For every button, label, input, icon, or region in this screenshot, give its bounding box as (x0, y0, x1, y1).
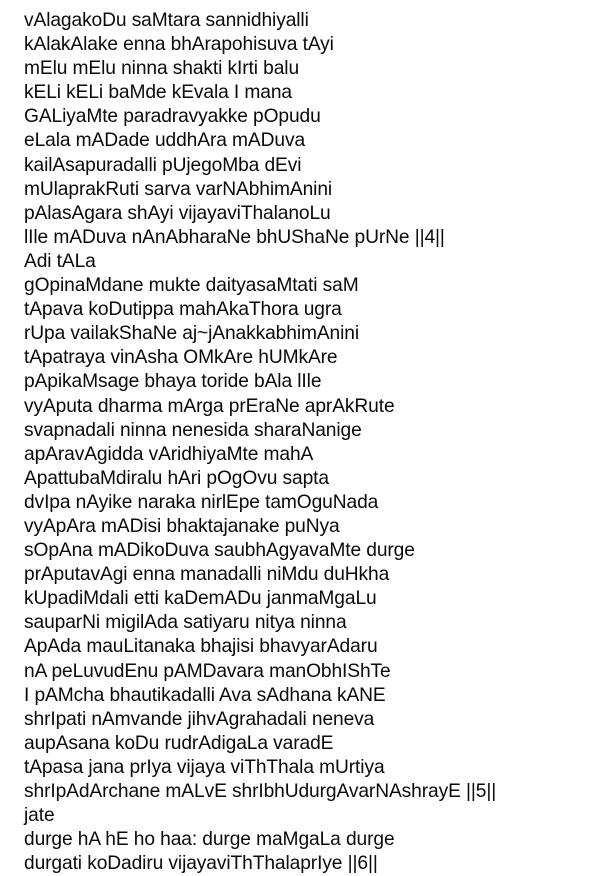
text-line: kailAsapuradalli pUjegoMba dEvi (24, 154, 302, 176)
text-line: gOpinaMdane mukte daityasaMtati saM (24, 275, 359, 297)
text-line: pAlasAgara shAyi vijayaviThalanoLu (24, 202, 331, 224)
text-line: vAlagakoDu saMtara sannidhiyalli (24, 10, 309, 31)
text-line: apAravAgidda vAridhiyaMte mahA (24, 443, 314, 465)
lyrics-document (24, 9, 600, 876)
text-line: mElu mElu ninna shakti kIrti balu (24, 58, 300, 80)
text-line: eLala mADade uddhAra mADuva (24, 130, 306, 152)
text-line: prAputavAgi enna manadalli niMdu duHkha (24, 564, 390, 586)
text-line: I pAMcha bhautikadalli Ava sAdhana kANE (24, 684, 386, 706)
text-line: sauparNi migilAda satiyaru nitya ninna (24, 612, 347, 634)
text-line: GALiyaMte paradravyakke pOpudu (24, 106, 321, 128)
text-line: kUpadiMdali etti kaDemADu janmaMgaLu (24, 588, 377, 610)
text-line: shrIpAdArchane mALvE shrIbhUdurgAvarNAshrayE ||5|| (24, 781, 497, 802)
text-line: mUlaprakRuti sarva varNAbhimAnini (24, 178, 333, 200)
section-heading: Adi tALa (24, 250, 96, 272)
text-line: pApikaMsage bhaya toride bAla lIle (24, 371, 322, 393)
text-line: vyAputa dharma mArga prEraNe aprAkRute (24, 395, 395, 417)
text-line: tApatraya vinAsha OMkAre hUMkAre (24, 347, 338, 369)
text-line: durgati koDadiru vijayaviThThalaprIye ||6|| (24, 853, 378, 875)
text-line: shrIpati nAmvande jihvAgrahadali neneva (24, 708, 375, 730)
text-line: rUpa vailakShaNe aj~jAnakkabhimAnini (24, 323, 360, 345)
text-line: kELi kELi baMde kEvala I mana (24, 82, 292, 104)
text-line: dvIpa nAyike naraka nirlEpe tamOguNada (24, 491, 379, 513)
text-line: nA peLuvudEnu pAMDavara manObhIShTe (24, 660, 391, 682)
text-line: aupAsana koDu rudrAdigaLa varadE (24, 732, 334, 754)
text-line: tApasa jana prIya vijaya viThThala mUrtiya (24, 756, 385, 778)
text-line: svapnadali ninna nenesida sharaNanige (24, 419, 362, 441)
text-line: durge hA hE ho haa: durge maMgaLa durge (24, 829, 395, 851)
text-line: ApAda mauLitanaka bhajisi bhavyarAdaru (24, 636, 378, 658)
text-line: vyApAra mADisi bhaktajanake puNya (24, 515, 340, 537)
text-line: sOpAna mADikoDuva saubhAgyavaMte durge (24, 540, 415, 562)
text-line: lIle mADuva nAnAbharaNe bhUShaNe pUrNe ||4|| (24, 226, 445, 248)
section-heading: jate (24, 805, 55, 827)
text-line: ApattubaMdiralu hAri pOgOvu sapta (24, 467, 329, 489)
text-line: tApava koDutippa mahAkaThora ugra (24, 299, 342, 321)
text-line: kAlakAlake enna bhArapohisuva tAyi (24, 34, 334, 56)
